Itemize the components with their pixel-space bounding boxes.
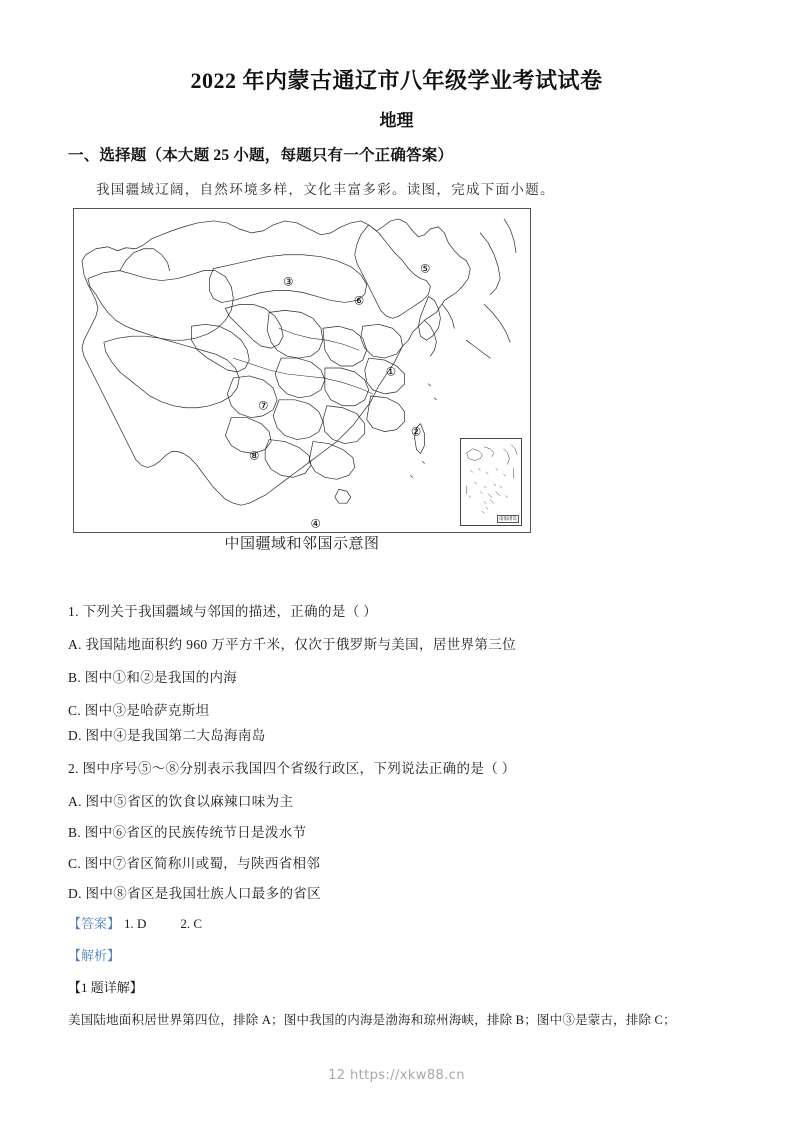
question-2-option-a[interactable]: A. 图中⑤省区的饮食以麻辣口味为主 (68, 794, 294, 809)
inset-label: 南海诸岛 (499, 516, 517, 522)
figure-caption (73, 536, 531, 558)
map-marker-8: ⑧ (248, 448, 260, 463)
map-marker-3: ③ (283, 273, 294, 288)
analysis-row (68, 945, 120, 964)
question-2-option-d[interactable]: D. 图中⑧省区是我国壮族人口最多的省区 (68, 886, 321, 901)
lead-in-paragraph: 我国疆域辽阔，自然环境多样，文化丰富多彩。读图，完成下面小题。 (96, 182, 555, 197)
map-marker-6: ⑥ (353, 293, 365, 308)
question-1-option-b[interactable]: B. 图中①和②是我国的内海 (68, 670, 238, 685)
figure-container (73, 208, 533, 533)
detail-1-heading: 【1 题详解】 (68, 980, 143, 995)
china-map-figure (73, 208, 531, 533)
answer-q1: 1. D (124, 916, 147, 931)
analysis-tag: 【解析】 (68, 948, 121, 963)
answer-row (68, 913, 202, 932)
map-marker-1: ① (385, 364, 397, 379)
map-marker-2: ② (410, 424, 422, 439)
question-2-option-c[interactable]: C. 图中⑦省区简称川或蜀，与陕西省相邻 (68, 856, 321, 871)
question-1-option-a[interactable]: A. 我国陆地面积约 960 万平方千米，仅次于俄罗斯与美国，居世界第三位 (68, 637, 516, 652)
map-marker-7: ⑦ (258, 398, 269, 413)
south-china-sea-inset (460, 438, 522, 526)
inset-map-outline (461, 439, 521, 525)
question-2-stem: 2. 图中序号⑤～⑧分别表示我国四个省级行政区，下列说法正确的是（ ） (68, 761, 516, 776)
page-title: 2022 年内蒙古通辽市八年级学业考试试卷 (190, 68, 603, 93)
detail-1-body: 美国陆地面积居世界第四位，排除 A；图中我国的内海是渤海和琼州海峡，排除 B；图中③是蒙古，排除 C； (68, 1013, 676, 1027)
answer-q2: 2. C (180, 916, 203, 931)
answer-tag: 【答案】 (68, 916, 121, 931)
page-subtitle: 地理 (379, 111, 414, 130)
question-1-option-d[interactable]: D. 图中④是我国第二大岛海南岛 (68, 728, 266, 743)
map-marker-5: ⑤ (419, 261, 431, 275)
footer-watermark: 12 https://xkw88.cn (328, 1068, 465, 1083)
question-1-option-c[interactable]: C. 图中③是哈萨克斯坦 (68, 703, 210, 718)
section-heading: 一、选择题（本大题 25 小题，每题只有一个正确答案） (68, 147, 454, 164)
figure-caption-text: 中国疆域和邻国示意图 (224, 536, 380, 552)
question-2-option-b[interactable]: B. 图中⑥省区的民族传统节日是泼水节 (68, 825, 307, 840)
map-marker-4: ④ (310, 516, 321, 531)
question-1-stem: 1. 下列关于我国疆域与邻国的描述，正确的是（ ） (68, 604, 378, 619)
